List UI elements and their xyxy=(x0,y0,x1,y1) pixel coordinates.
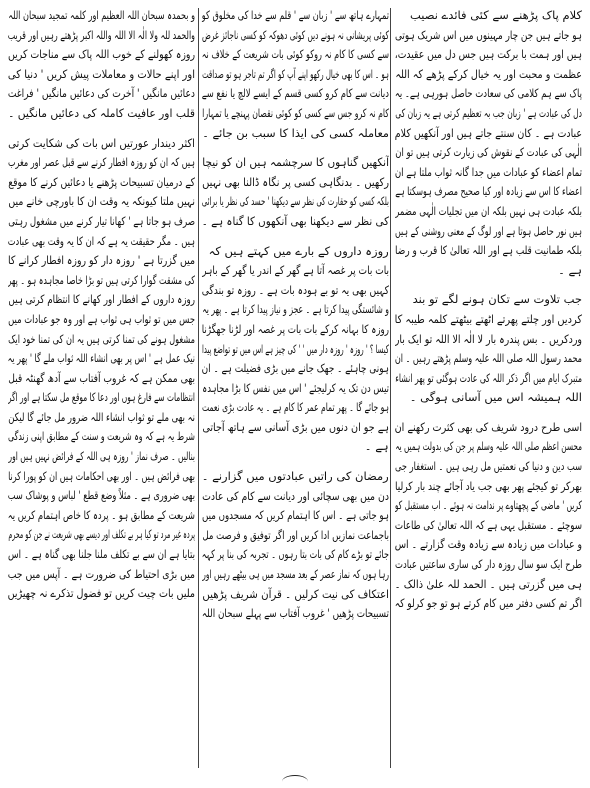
text-line: و شائستگی پیدا کرتا ہے ۔ عجز و نیاز پیدا کرتا ہے ۔ پھر یہ xyxy=(201,302,389,317)
text-line: میں بڑی احتیاط کی ضرورت ہے ۔ آپس میں جب xyxy=(8,566,196,581)
text-line: دل کی عبادت ہے ' زبان جب بہ تعظیم کرتی ہے یہ زبان کی xyxy=(395,105,582,120)
text-line: کریں ' ماضی کے پچھتاوے پر ندامت نہ ہوئے ۔ اب مستقبل کو xyxy=(395,498,582,513)
text-line: صرف ہو جاتا ہے ' کھانا تیار کرنے میں مشغول رہتی xyxy=(8,213,196,228)
paragraph-gap xyxy=(201,457,388,467)
text-line: اور اپنے حالات و معاملات پیش کریں ' دنیا کی xyxy=(8,66,196,81)
text-line: ہو جاتے ہیں جن چار مہینوں میں اس شریک ہوتی xyxy=(395,27,582,42)
text-line: قلب اور عافیت کاملہ کی دعائیں مانگیں ۔ xyxy=(8,105,196,120)
text-line: میں گزرتا ہے ' روزہ دار کو روزہ افطار کرانے کا xyxy=(8,253,196,268)
text-line: ہو جائے گا ۔ پھر تمام عمر کا کام ہے ۔ یہ عادت بڑی نعمت xyxy=(201,400,389,415)
text-line: بلکہ طمانیت قلب ہے اور اللہ تعالیٰ کا قرب و رضا xyxy=(395,243,582,258)
text-line: بات بات پر غصہ آتا ہے گھر کے اندر یا گھر کے باہر xyxy=(201,263,389,278)
text-line: محمد رسول اللہ صلی اللہ علیہ وسلم پڑھتے رہیں ۔ ان xyxy=(395,351,582,366)
text-line: اعتکاف کی نیت کرلیں ۔ قرآن شریف پڑھیں xyxy=(202,586,389,601)
page-number-ornament xyxy=(282,775,308,788)
text-line: دعائیں مانگیں ' آخرت کی دعائیں مانگیں ' فراغت xyxy=(8,86,196,101)
text-line: محسن اعظم صلی اللہ علیہ وسلم پر جن کی بدولت ہمیں یہ xyxy=(395,439,582,454)
text-line: کردیں اور چلتے پھرتے اٹھتے بیٹھتے کلمہ طیبہ کا xyxy=(395,311,582,326)
text-line: نہیں ملتا کیونکہ یہ وقت ان کا باورچی خانے میں xyxy=(8,194,196,209)
column-divider-left xyxy=(198,8,199,768)
paragraph-gap xyxy=(201,232,388,242)
text-line: روزہ داروں کے افطار اور کھانے کا انتظام کرتی ہیں xyxy=(8,292,196,307)
column-divider-right xyxy=(390,8,391,768)
text-line: اللہ ہمیشہ اس میں آسانی ہوگی ۔ xyxy=(409,390,582,405)
column-middle xyxy=(201,6,388,784)
text-line: شریعت کے مطابق ہو ۔ پردہ کا خاص اہتمام کریں یہ xyxy=(8,507,196,522)
text-line: مشغول ہونے کی تمنا کرتی ہیں یہ ان کی تمنا خود ایک xyxy=(8,331,196,346)
text-line: وردکریں ۔ بس پندرہ بار لا الٰہ الا اللہ تو ایک بار xyxy=(394,331,582,346)
text-line: سوچئے ۔ مستقبل یہی ہے کہ اللہ تعالیٰ کی طاعات xyxy=(395,517,582,532)
text-line: الٰہی کی عبادت کے نقوش کی زیارت کرتی ہیں تو ان xyxy=(395,145,582,160)
text-line: نیک عمل ہے ' اس پر بھی انشاء اللہ ثواب ملے گا ' پھر یہ xyxy=(8,351,196,366)
text-line: جس میں تو ثواب ہی ثواب ہے اور وہ جو عبادات میں xyxy=(8,311,196,326)
text-line: طرح ایک سو سال روزہ دار کی ساری ساعتیں عبادت xyxy=(395,557,582,572)
paragraph-gap xyxy=(395,408,582,418)
text-line: ہے ۔ xyxy=(364,439,389,454)
text-line: کیسا ؟ ' روزہ ' روزہ دار میں ' ' کی چیز ہے اس میں تو تواضع پیدا xyxy=(201,341,389,356)
text-line: بلکہ عبادت ہی نہیں بلکہ ان میں تجلیات الٰہی مضمر xyxy=(395,203,582,218)
text-line: دن میں بھی سچائی اور دیانت سے کام کی عادت xyxy=(201,488,389,503)
text-line: بتایا ہے ان سے بے تکلف ملنا جلنا بھی گناہ ہے ۔ اس xyxy=(8,547,196,562)
text-line: سب دین و دنیا کی نعمتیں مل رہی ہیں ۔ استغفار جی xyxy=(395,459,582,474)
text-line: بھی ضروری ہے ۔ مثلاً وضع قطع ' لباس و پوشاک سب xyxy=(8,488,196,503)
column-left xyxy=(8,6,195,784)
text-line: تیس دن تک یہ کرلیجئے ' اس میں نفس کا بڑا مجاہدہ xyxy=(201,380,389,395)
text-line: پردہ غیر مرد تو کیا ہر بے تکلف اور دیسے بھی شریعت نے جن کو محرم xyxy=(8,527,196,542)
text-line: دیانت سے کام کرو کسی قسم کے ایسے لالچ یا نفع سے xyxy=(201,86,389,101)
text-line: و بحمدہ سبحان اللہ العظیم اور کلمہ تمجید سبحان اللہ xyxy=(8,8,196,22)
text-line: روزہ کا بہانہ کرکے بات بات پر غصہ اور لڑنا جھگڑنا xyxy=(201,321,389,336)
text-line: جائے تو بڑے کام کی بات بتا رہوں ۔ تجربہ کی بنا پر کہہ xyxy=(201,547,389,562)
text-line: روزہ داروں کے بارے میں کہتے ہیں کہ xyxy=(208,243,389,258)
text-line: رمضان کی راتیں عبادتوں میں گزارنے ۔ xyxy=(201,469,389,484)
paragraph-gap xyxy=(201,143,388,153)
text-line: معاملہ کسی کی ایذا کا سبب بن جائے ۔ xyxy=(201,125,389,140)
text-line: ملیں بات چیت کریں تو فضول تذکرے نہ چھیڑیں xyxy=(8,586,196,601)
text-line: رہا ہوں کہ نماز عصر کے بعد مسجد میں ہی بیٹھے رہیں اور xyxy=(201,567,389,582)
text-line: سے کسی کا کام نہ روکو کوئی بات شریعت کے خلاف نہ xyxy=(201,47,389,62)
text-line: کی مشقت گوارا کرتی ہیں تو بڑا خاصا مجاہدہ ہو ۔ پھر xyxy=(8,272,196,287)
text-line: جب تلاوت سے تکان ہونے لگے تو بند xyxy=(412,292,582,307)
text-line: آنکھیں گناہوں کا سرچشمہ ہیں ان کو نیچا xyxy=(201,155,389,170)
text-line: عبادت ہے ۔ کان سنتے جاتے ہیں اور آنکھیں کلام xyxy=(394,125,582,140)
text-line: کلام پاک پڑھنے سے کئی فائدے نصیب xyxy=(409,8,582,22)
text-line: تمام اعضاء کو عبادات میں جدا گانہ ثواب ملتا ہے ان xyxy=(395,164,582,179)
text-line: تسبیحات پڑھیں ' غروب آفتاب سے پہلے سبحان اللہ xyxy=(201,606,389,621)
text-line: اسی طرح درود شریف کی بھی کثرت رکھنے ان xyxy=(394,419,582,434)
text-line: کام نہ کرو جس سے کسی کو کوئی نقصان پہنچے یا تمہارا xyxy=(201,105,389,120)
text-line: ہو جاتی ہے ۔ اس کا اہتمام کریں کہ مسجدوں میں xyxy=(201,508,389,523)
text-line: ہے جو ان دنوں میں بڑی آسانی سے ہاتھ آجاتی xyxy=(202,419,389,434)
text-line: ہونی چاہئے ۔ جھک جانے میں بڑی فضیلت ہے ۔ ان xyxy=(201,361,389,376)
text-line: بنالیں ۔ صرف نماز ' روزہ ہی اللہ کے فرائض نہیں ہیں اور xyxy=(8,449,196,464)
paragraph-gap xyxy=(8,124,195,134)
text-line: اکثر دیندار عورتیں اس بات کی شکایت کرتی xyxy=(8,135,196,150)
text-line: ہیں کہ ان کو روزہ افطار کرنے سے قبل عصر اور مغرب xyxy=(8,155,196,170)
text-line: عظمت و محبت اور یہ خیال کرکے پڑھے کہ اللہ xyxy=(395,66,582,81)
text-line: بھی ممکن ہے کہ غروب آفتاب سے آدھ گھنٹہ قبل xyxy=(8,370,196,385)
text-line: بلکہ کسی کو حقارت کی نظر سے دیکھنا ' حسد کی نظر یا برائی xyxy=(201,194,389,209)
text-line: روزہ کھولنے کے خوب اللہ پاک سے مناجات کریں xyxy=(8,47,196,62)
text-line: ہو ۔ اس کا بھی خیال رکھو اپنے آپ کو اگر تم تاجر ہو تو صداقت xyxy=(201,66,389,81)
text-line: تمہارے ہاتھ سے ' زبان سے ' قلم سے خدا کی مخلوق کو xyxy=(201,8,389,22)
text-line: شرط یہ ہے کہ وہ شریعت و سنت کے مطابق اپنی زندگی xyxy=(8,429,196,444)
text-line: والحمد للہ ولا الٰہ الا اللہ واللہ اکبر پڑھتے رہیں اور قریب xyxy=(8,27,196,42)
text-line: ہیں اور ہمت با برکت ہیں جس دل میں عقیدت، xyxy=(394,47,582,62)
text-line: بھرکر تو کیجئے پھر بھی جب یاد آجائے چند بار کرلیا xyxy=(395,478,582,493)
text-line: کوئی پریشانی نہ ہونے دیں کوئی دھوکہ کو کسی ناجائز غرض xyxy=(201,27,389,42)
text-line: رکھیں ۔ بدنگاہی کسی پر نگاہ ڈالنا بھی نہیں xyxy=(201,174,389,189)
text-line: ہے ۔ xyxy=(558,262,582,277)
text-line: کی نظر سے دیکھنا بھی آنکھوں کا گناہ ہے ۔ xyxy=(201,213,389,228)
text-line: اعضاء کا اس سے زیادہ اور کیا صحیح مصرف ہوسکتا ہے xyxy=(395,184,582,199)
text-line: متبرک ایام میں اگر ذکر اللہ کی عادت ہوگئی تو پھر انشاء xyxy=(395,370,582,385)
text-line: ہیں ۔ مگر حقیقت یہ ہے کہ ان کا یہ وقت بھی عبادت xyxy=(8,233,196,248)
text-line: کہیں بھی یہ تو بے ہودہ بات ہے ۔ روزہ تو بندگی xyxy=(201,282,389,297)
text-line: بھی فرائض ہیں ۔ اور بھی احکامات ہیں ان کو پورا کرنا xyxy=(8,468,196,483)
paragraph-gap xyxy=(395,280,582,290)
column-right xyxy=(395,6,582,784)
text-line: و عبادات میں زیادہ سے زیادہ وقت گزارتے ۔ اس xyxy=(394,537,582,552)
text-line: انتظامات سے فارغ ہوں اور دعا کا موقع مل سکتا ہے اور اگر xyxy=(8,390,196,405)
text-line: کے درمیان تسبیحات پڑھنے یا دعائیں کرنے کا موقع xyxy=(8,174,196,189)
text-line: پاک سے ہم کلامی کی سعادت حاصل ہورہی ہے۔ یہ xyxy=(395,86,582,101)
text-line: ہی میں گزرتی ہیں ۔ الحمد للہ علیٰ ذالک ۔ xyxy=(394,576,582,591)
text-line: ہیں نور حاصل ہوتا ہے اور لوگ کے معنی روشنی کے ہیں xyxy=(394,223,582,238)
text-line: نہ بھی ملے تو ثواب انشاء اللہ ضرور مل جائے گا لیکن xyxy=(8,409,196,424)
text-line: باجماعت نمازیں ادا کریں اور اگر توفیق و فرصت مل xyxy=(202,527,389,542)
text-line: اگر تم کسی دفتر میں کام کرتے ہو تو جو کرلو کہ xyxy=(395,596,582,611)
